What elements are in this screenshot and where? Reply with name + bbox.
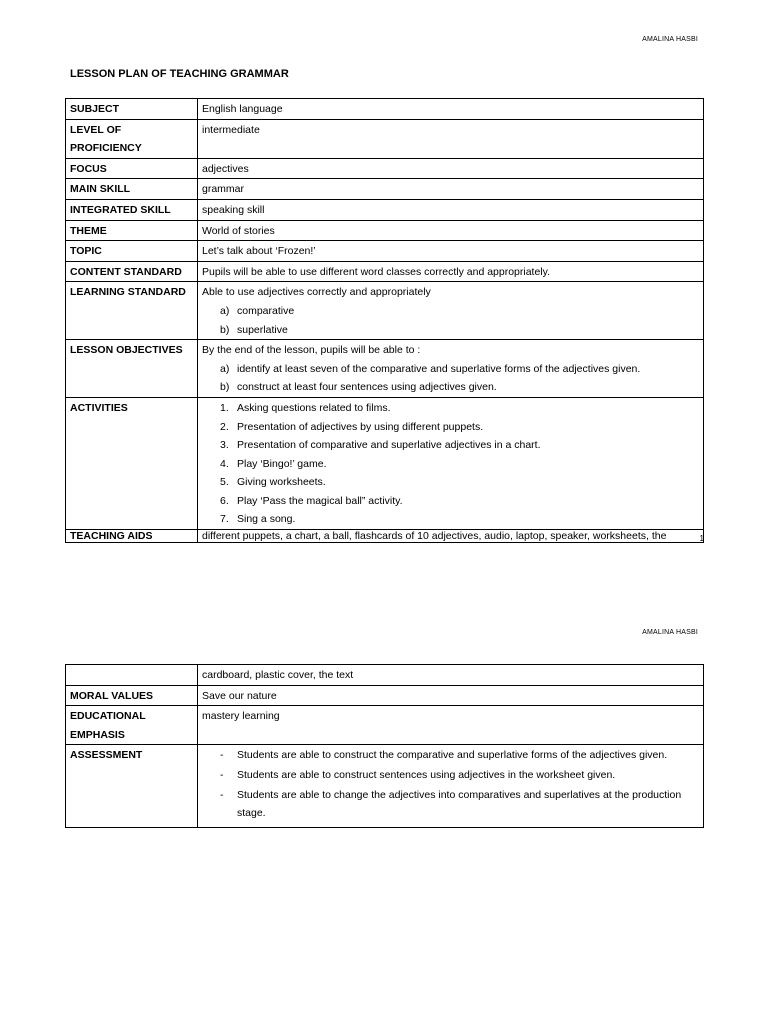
row-value: English language (198, 99, 704, 120)
learning-standard-list (202, 302, 699, 339)
row-value (198, 282, 704, 340)
table-row (66, 241, 704, 262)
list-item: 7. Sing a song. (220, 513, 296, 526)
lesson-plan-table (65, 98, 704, 543)
row-label: SUBJECT (66, 99, 198, 120)
objectives-list (202, 360, 699, 397)
list-item: b) construct at least four sentences using adjectives given. (220, 381, 497, 394)
row-value: grammar (198, 179, 704, 200)
row-value (198, 397, 704, 529)
row-label (66, 665, 198, 686)
table-row (66, 158, 704, 179)
assessment-list (202, 746, 699, 822)
list-item: - Students are able to construct the comparative and superlative forms of the adjectives given. (220, 749, 668, 762)
row-label: TEACHING AIDS (66, 530, 198, 543)
row-value (198, 745, 704, 827)
row-value: different puppets, a chart, a ball, flashcards of 10 adjectives, audio, laptop, speaker, worksheets, the (198, 530, 704, 543)
row-label: CONTENT STANDARD (66, 261, 198, 282)
row-value: Let’s talk about ‘Frozen!’ (198, 241, 704, 262)
list-item: - Students are able to change the adjectives into comparatives and superlatives at the production stage. (220, 788, 682, 820)
row-label: TOPIC (66, 241, 198, 262)
list-item: 6. Play ‘Pass the magical ball” activity. (220, 494, 403, 507)
table-row (66, 179, 704, 200)
activities-list (202, 399, 699, 529)
table-row (66, 340, 704, 398)
objectives-intro: By the end of the lesson, pupils will be able to : (202, 344, 421, 357)
row-value: mastery learning (198, 706, 704, 745)
table-row (66, 220, 704, 241)
lesson-plan-table-continued (65, 664, 704, 828)
row-label: MAIN SKILL (66, 179, 198, 200)
list-item: 4. Play ‘Bingo!’ game. (220, 457, 327, 470)
document-title: LESSON PLAN OF TEACHING GRAMMAR (70, 68, 289, 80)
table-row (66, 261, 704, 282)
row-value: adjectives (198, 158, 704, 179)
row-label: INTEGRATED SKILL (66, 199, 198, 220)
list-item: 3. Presentation of comparative and superlative adjectives in a chart. (220, 439, 541, 452)
row-value: intermediate (198, 119, 704, 158)
table-row (66, 745, 704, 827)
table-row (66, 119, 704, 158)
table-row (66, 99, 704, 120)
page-number: 1 (699, 534, 704, 543)
table-row (66, 397, 704, 529)
author-header: AMALINA HASBI (642, 629, 698, 636)
table-row (66, 685, 704, 706)
table-row (66, 530, 704, 543)
list-item: 1. Asking questions related to films. (220, 401, 391, 414)
row-label: ASSESSMENT (66, 745, 198, 827)
row-label: LEARNING STANDARD (66, 282, 198, 340)
table-row (66, 706, 704, 745)
row-label: THEME (66, 220, 198, 241)
row-value: Pupils will be able to use different word classes correctly and appropriately. (198, 261, 704, 282)
learning-standard-intro: Able to use adjectives correctly and appropriately (202, 286, 431, 299)
list-item: - Students are able to construct sentences using adjectives in the worksheet given. (220, 768, 616, 781)
list-item: 2. Presentation of adjectives by using different puppets. (220, 420, 484, 433)
author-header: AMALINA HASBI (642, 36, 698, 43)
row-label: LESSON OBJECTIVES (66, 340, 198, 398)
row-value: speaking skill (198, 199, 704, 220)
row-label: FOCUS (66, 158, 198, 179)
row-value: Save our nature (198, 685, 704, 706)
row-value: World of stories (198, 220, 704, 241)
row-label: MORAL VALUES (66, 685, 198, 706)
table-row (66, 282, 704, 340)
row-label: LEVEL OF PROFICIENCY (66, 119, 198, 158)
list-item: 5. Giving worksheets. (220, 476, 326, 489)
table-row (66, 665, 704, 686)
row-value: cardboard, plastic cover, the text (198, 665, 704, 686)
list-item: b) superlative (220, 323, 288, 336)
table-row (66, 199, 704, 220)
row-value (198, 340, 704, 398)
list-item: a) comparative (220, 304, 295, 317)
list-item: a) identify at least seven of the comparative and superlative forms of the adjectives given. (220, 362, 641, 375)
row-label: ACTIVITIES (66, 397, 198, 529)
row-label: EDUCATIONAL EMPHASIS (66, 706, 198, 745)
